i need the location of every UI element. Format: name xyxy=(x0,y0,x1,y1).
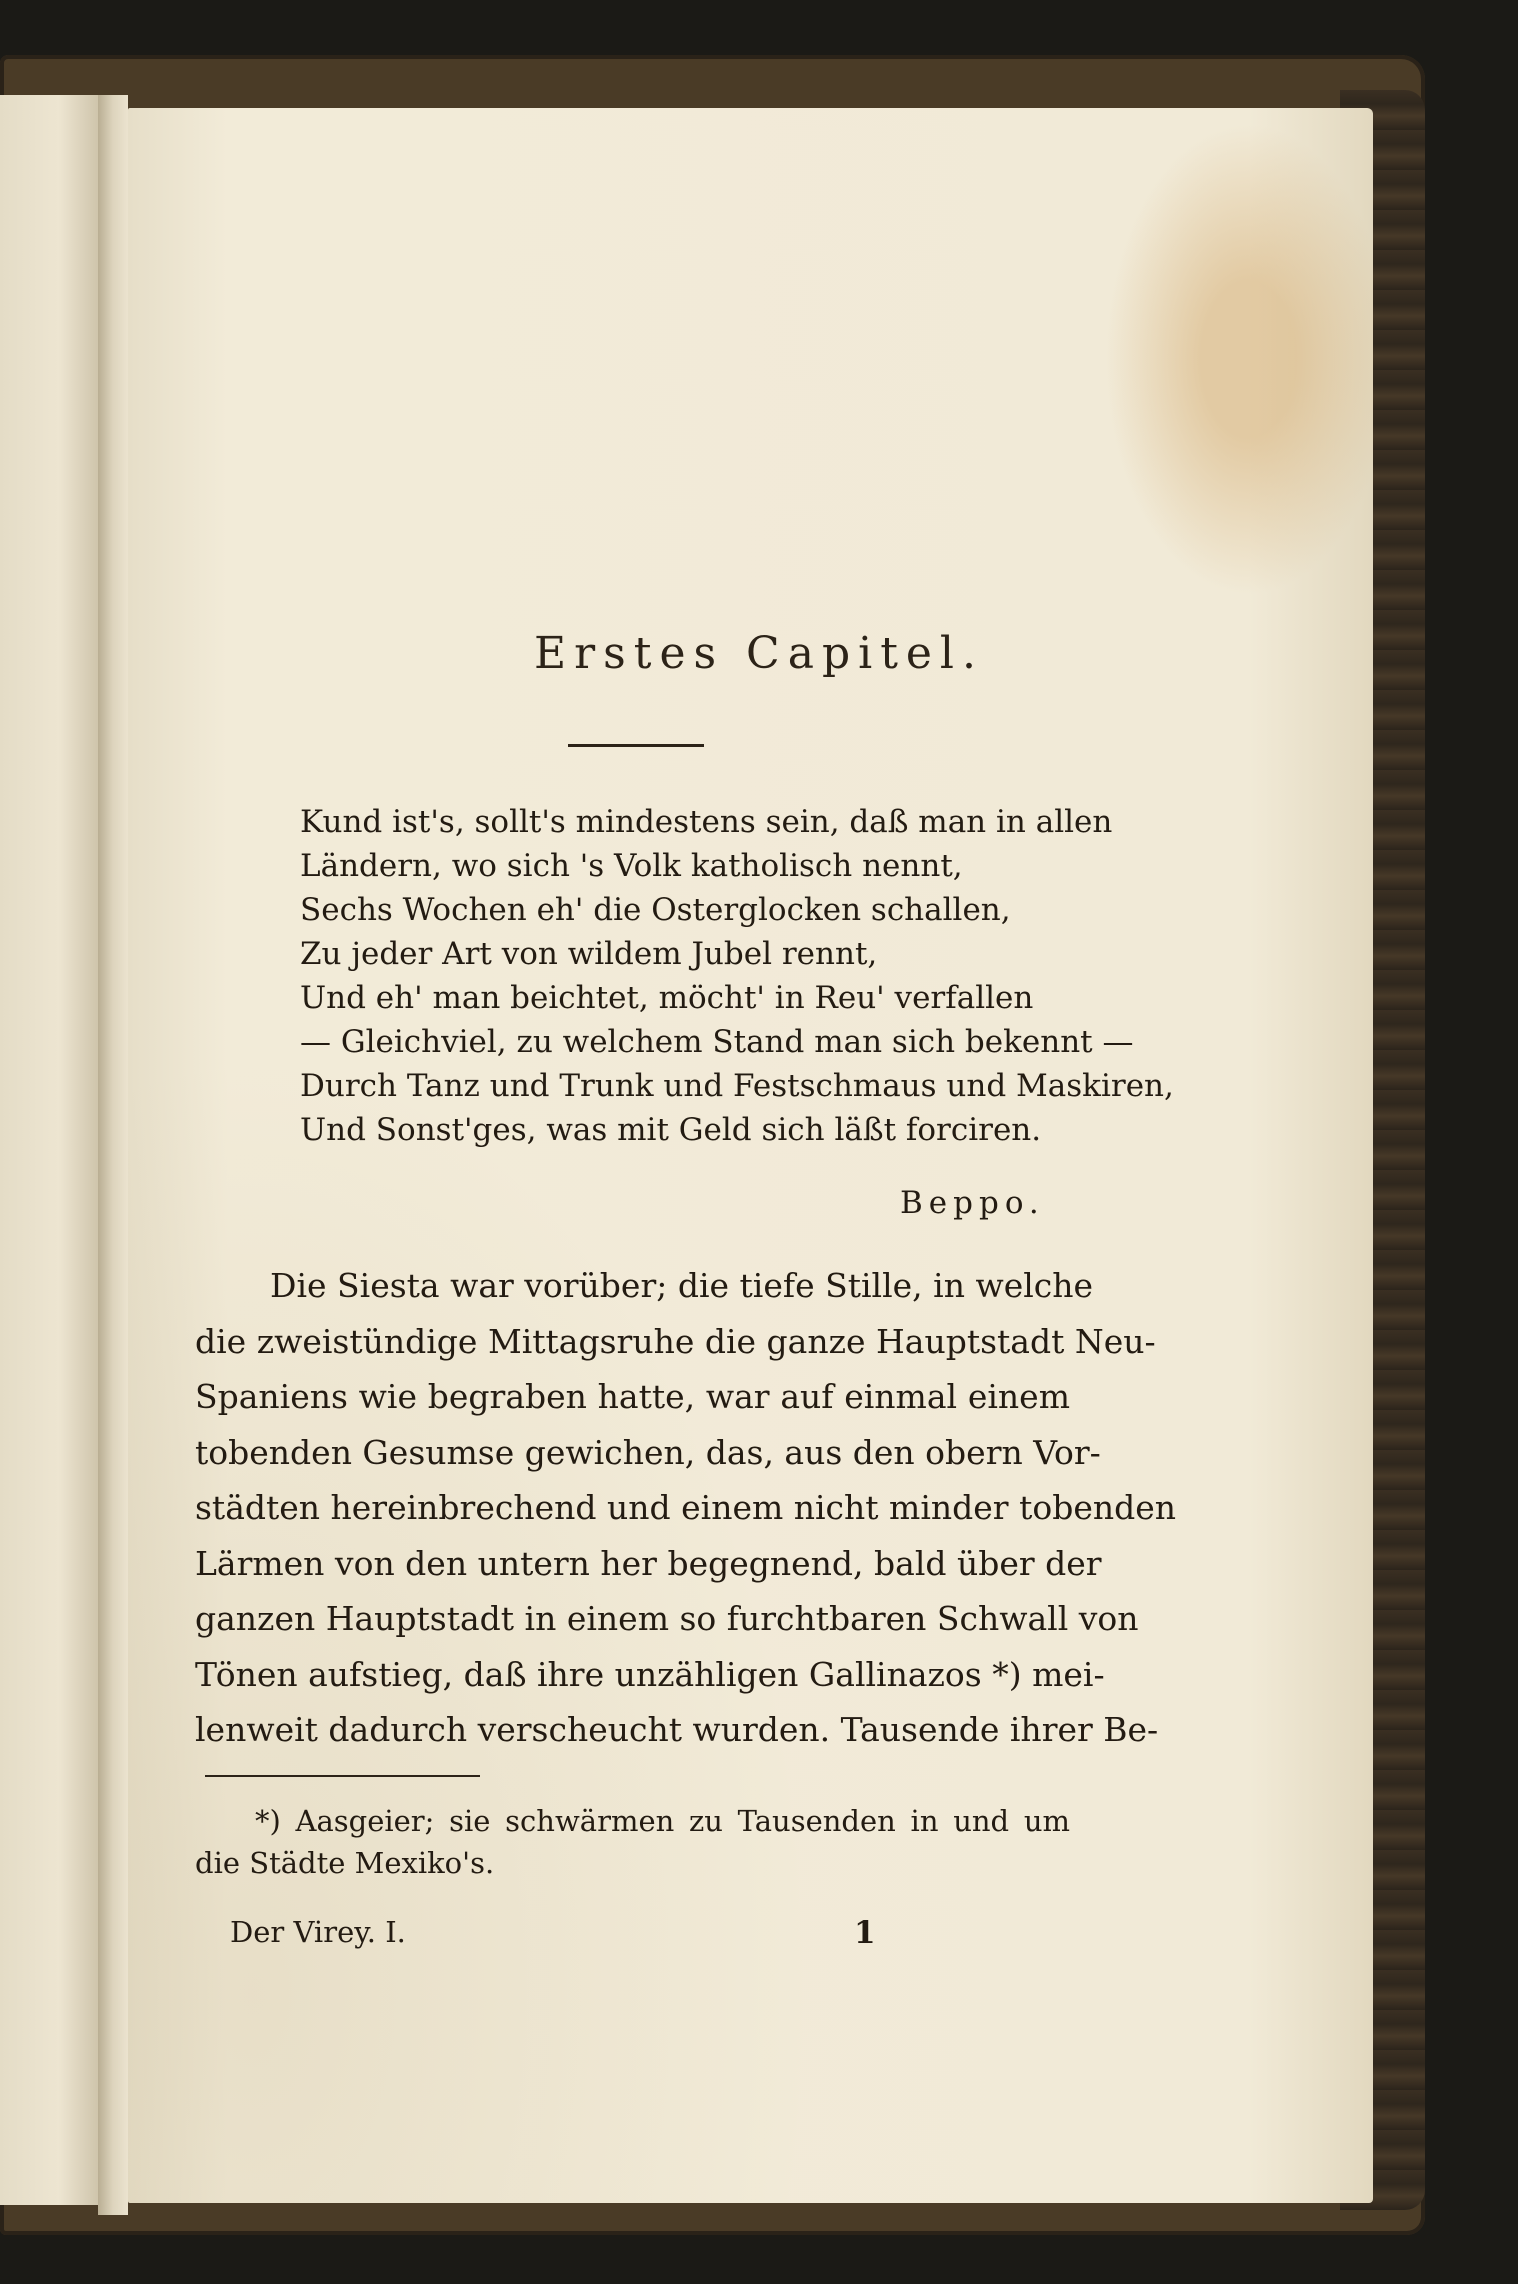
left-page xyxy=(0,95,98,2205)
epigraph-line: Kund ist's, sollt's mindestens sein, daß man in allen xyxy=(300,804,1113,840)
body-paragraph xyxy=(195,1258,1177,1758)
body-line: städten hereinbrechend und einem nicht minder tobenden xyxy=(195,1488,1177,1527)
sheet-number: 1 xyxy=(854,1915,876,1951)
body-line: Spaniens wie begraben hatte, war auf einmal einem xyxy=(195,1377,1070,1416)
epigraph-line: Und Sonst'ges, was mit Geld sich läßt forciren. xyxy=(300,1112,1042,1148)
chapter-title: Erstes Capitel. xyxy=(534,628,984,679)
chapter-rule xyxy=(568,744,704,747)
epigraph-line: Und eh' man beichtet, möcht' in Reu' verfallen xyxy=(300,980,1034,1016)
body-line: lenweit dadurch verscheucht wurden. Tausende ihrer Be- xyxy=(195,1710,1159,1749)
footnote-rule xyxy=(205,1775,480,1777)
book-gutter xyxy=(98,95,128,2215)
footnote xyxy=(195,1800,1070,1884)
footnote-line: die Städte Mexiko's. xyxy=(195,1846,495,1880)
epigraph-line: Zu jeder Art von wildem Jubel rennt, xyxy=(300,936,878,972)
body-line: Tönen aufstieg, daß ihre unzähligen Gallinazos *) mei- xyxy=(195,1654,1105,1694)
body-line: Die Siesta war vorüber; die tiefe Stille, in welche xyxy=(270,1266,1094,1305)
epigraph-line: — Gleichviel, zu welchem Stand man sich bekennt — xyxy=(300,1024,1134,1060)
body-line: ganzen Hauptstadt in einem so furchtbaren Schwall von xyxy=(195,1599,1139,1638)
epigraph-attribution: Beppo. xyxy=(900,1185,1045,1221)
body-line: tobenden Gesumse gewichen, das, aus den obern Vor- xyxy=(195,1432,1101,1472)
epigraph-line: Ländern, wo sich 's Volk katholisch nennt, xyxy=(300,848,963,884)
epigraph-line: Sechs Wochen eh' die Osterglocken schallen, xyxy=(300,892,1011,928)
signature-mark: Der Virey. I. xyxy=(230,1915,406,1949)
body-line: die zweistündige Mittagsruhe die ganze Hauptstadt Neu- xyxy=(195,1321,1156,1361)
epigraph-line: Durch Tanz und Trunk und Festschmaus und Maskiren, xyxy=(300,1068,1174,1104)
body-line: Lärmen von den untern her begegnend, bald über der xyxy=(195,1543,1102,1583)
right-page xyxy=(128,108,1373,2203)
footnote-line: *) Aasgeier; sie schwärmen zu Tausenden in und um xyxy=(255,1804,1070,1838)
